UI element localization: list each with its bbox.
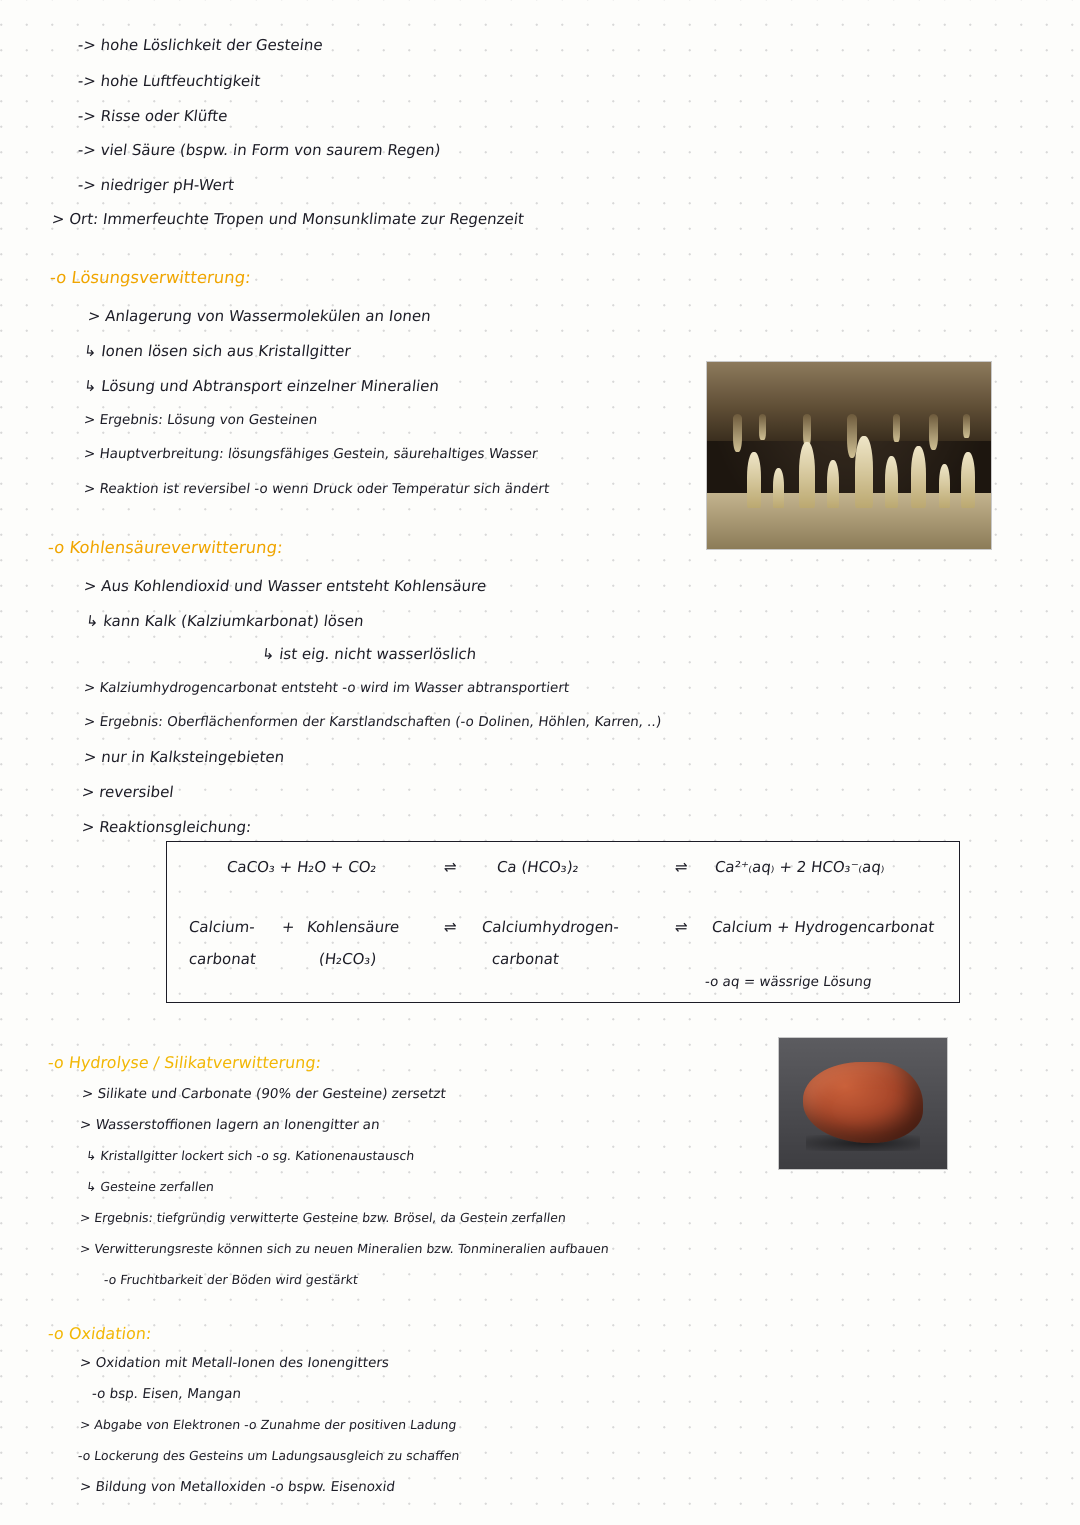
section3-line-7: -o Fruchtbarkeit der Böden wird gestärkt [103,1272,359,1287]
equation-row1-arrow1: ⇌ [442,858,458,876]
section4-line-5: > Bildung von Metalloxiden -o bspw. Eisenoxid [79,1479,396,1495]
section1-line-3: ↳ Lösung und Abtransport einzelner Mineralien [82,377,441,395]
top-list-item-1: -> hohe Löslichkeit der Gesteine [76,36,324,54]
section2-line-1: > Aus Kohlendioxid und Wasser entsteht Kohlensäure [82,577,488,595]
section2-line-3: ↳ ist eig. nicht wasserlöslich [260,645,478,663]
section2-line-4: > Kalziumhydrogencarbonat entsteht -o wird im Wasser abtransportiert [83,680,571,696]
section3-line-5: > Ergebnis: tiefgründig verwitterte Gesteine bzw. Brösel, da Gestein zerfallen [79,1210,567,1225]
section3-line-4: ↳ Gesteine zerfallen [85,1179,215,1194]
section-heading-kohlensaeureverwitterung: -o Kohlensäureverwitterung: [46,538,284,557]
section4-line-1: > Oxidation mit Metall-Ionen des Ionengitters [79,1355,390,1371]
section3-line-3: ↳ Kristallgitter lockert sich -o sg. Kationenaustausch [85,1148,416,1163]
section3-line-2: > Wasserstoffionen lagern an Ionengitter an [79,1117,381,1133]
section1-line-6: > Reaktion ist reversibel -o wenn Druck oder Temperatur sich ändert [83,481,551,497]
equation-row2-term2-line2: (H₂CO₃) [317,950,378,968]
section-heading-hydrolyse: -o Hydrolyse / Silikatverwitterung: [46,1053,323,1072]
top-location-line: > Ort: Immerfeuchte Tropen und Monsunklimate zur Regenzeit [50,210,525,228]
section4-line-2: -o bsp. Eisen, Mangan [91,1386,243,1402]
equation-row1-arrow2: ⇌ [673,858,689,876]
cave-formations [707,414,991,508]
section3-line-1: > Silikate und Carbonate (90% der Gesteine) zersetzt [81,1086,447,1102]
top-list-item-2: -> hohe Luftfeuchtigkeit [76,72,262,90]
equation-row2-term3-line1: Calciumhydrogen- [480,918,621,936]
equation-row2-plus: + [280,918,296,936]
equation-row2-term1-line1: Calcium- [187,918,256,936]
section2-line-7: > reversibel [80,783,175,801]
section1-line-5: > Hauptverbreitung: lösungsfähiges Gestein, säurehaltiges Wasser [83,446,539,462]
section-heading-oxidation: -o Oxidation: [46,1324,153,1343]
section-heading-loesungsverwitterung: -o Lösungsverwitterung: [48,268,252,287]
section1-line-1: > Anlagerung von Wassermolekülen an Ionen [86,307,432,325]
section2-line-8: > Reaktionsgleichung: [80,818,253,836]
section2-line-5: > Ergebnis: Oberflächenformen der Karstlandschaften (-o Dolinen, Höhlen, Karren, ..) [83,714,663,730]
section2-line-2: ↳ kann Kalk (Kalziumkarbonat) lösen [84,612,365,630]
equation-row2-term3-line2: carbonat [490,950,560,968]
equation-row1-term3: Ca²⁺₍aq₎ + 2 HCO₃⁻₍aq₎ [713,858,886,876]
top-list-item-4: -> viel Säure (bspw. in Form von saurem Regen) [76,141,442,159]
rock-photo [778,1037,948,1170]
top-list-item-3: -> Risse oder Klüfte [76,107,229,125]
section4-line-3: > Abgabe von Elektronen -o Zunahme der positiven Ladung [79,1417,458,1432]
equation-row2-term2-line1: Kohlensäure [305,918,401,936]
top-list-item-5: -> niedriger pH-Wert [76,176,236,194]
equation-row2-term1-line2: carbonat [187,950,257,968]
section1-line-4: > Ergebnis: Lösung von Gesteinen [83,412,319,428]
rock-shape [803,1062,924,1143]
section4-line-4: -o Lockerung des Gesteins um Ladungsausgleich zu schaffen [77,1448,461,1463]
equation-row2-term4: Calcium + Hydrogencarbonat [710,918,936,936]
reaction-equation-box [166,841,960,1003]
section2-line-6: > nur in Kalksteingebieten [82,748,286,766]
cave-photo [706,361,992,550]
equation-row2-arrow1: ⇌ [442,918,458,936]
equation-row1-term2: Ca (HCO₃)₂ [495,858,580,876]
section1-line-2: ↳ Ionen lösen sich aus Kristallgitter [82,342,352,360]
equation-row2-arrow2: ⇌ [673,918,689,936]
section3-line-6: > Verwitterungsreste können sich zu neuen Mineralien bzw. Tonmineralien aufbauen [79,1241,610,1256]
equation-row1-term1: CaCO₃ + H₂O + CO₂ [225,858,378,876]
equation-note: -o aq = wässrige Lösung [704,974,873,990]
